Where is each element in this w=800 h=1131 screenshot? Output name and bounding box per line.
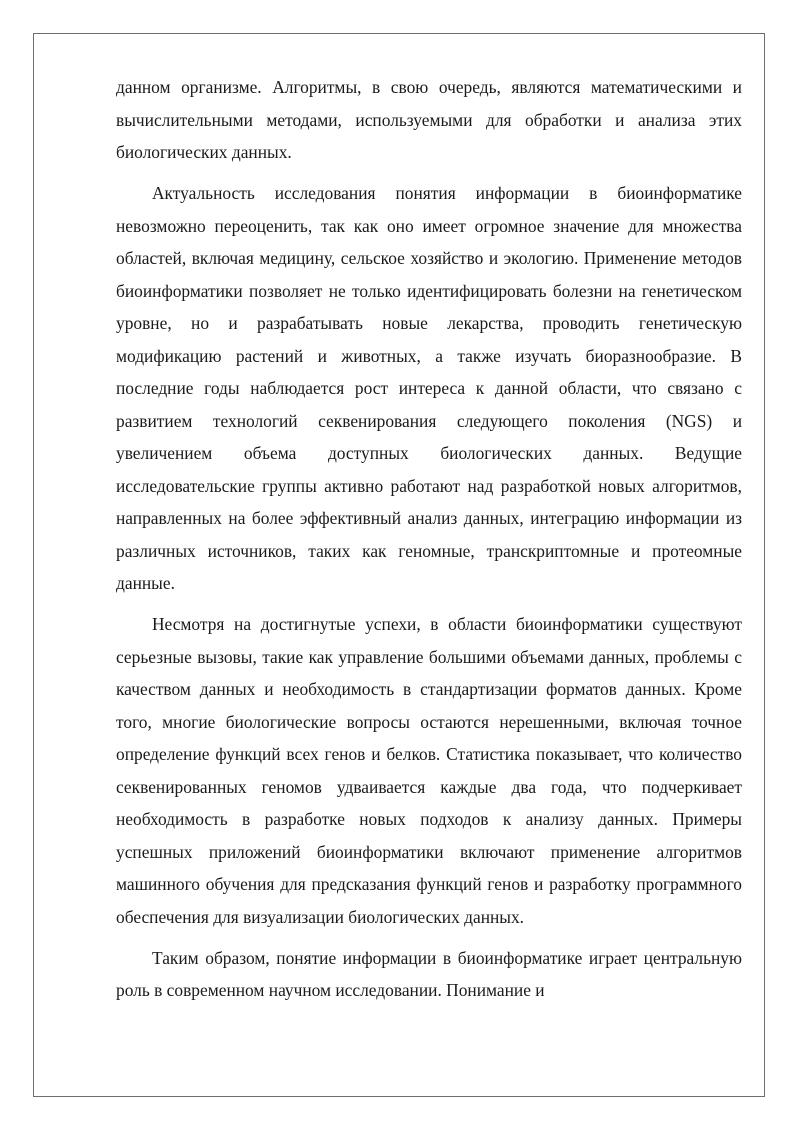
- paragraph-1: данном организме. Алгоритмы, в свою очередь, являются математическими и вычислительными методами, используемыми для обработки и анализа этих биологических данных.: [116, 77, 742, 162]
- paragraph-3: Несмотря на достигнутые успехи, в области биоинформатики существуют серьезные вызовы, такие как управление большими объемами данных, проблемы с качеством данных и необходимость в стандартизации форматов данных. Кроме того, многие биологические вопросы остаются нерешенными, включая точное определение функций всех генов и белков. Статистика показывает, что количество секвенированных геномов удваивается каждые два года, что подчеркивает необходимость в разработке новых подходов к анализу данных. Примеры успешных приложений биоинформатики включают применение алгоритмов машинного обучения для предсказания функций генов и разработку программного обеспечения для визуализации биологических данных.: [116, 614, 742, 927]
- document-body: [116, 71, 742, 1015]
- paragraph-2: Актуальность исследования понятия информации в биоинформатике невозможно переоценить, так как оно имеет огромное значение для множества областей, включая медицину, сельское хозяйство и экологию. Применение методов биоинформатики позволяет не только идентифицировать болезни на генетическом уровне, но и разрабатывать новые лекарства, проводить генетическую модификацию растений и животных, а также изучать биоразнообразие. В последние годы наблюдается рост интереса к данной области, что связано с развитием технологий секвенирования следующего поколения (NGS) и увеличением объема доступных биологических данных. Ведущие исследовательские группы активно работают над разработкой новых алгоритмов, направленных на более эффективный анализ данных, интеграцию информации из различных источников, таких как геномные, транскриптомные и протеомные данные.: [116, 183, 742, 593]
- paragraph-4: Таким образом, понятие информации в биоинформатике играет центральную роль в современном научном исследовании. Понимание и: [116, 947, 742, 1000]
